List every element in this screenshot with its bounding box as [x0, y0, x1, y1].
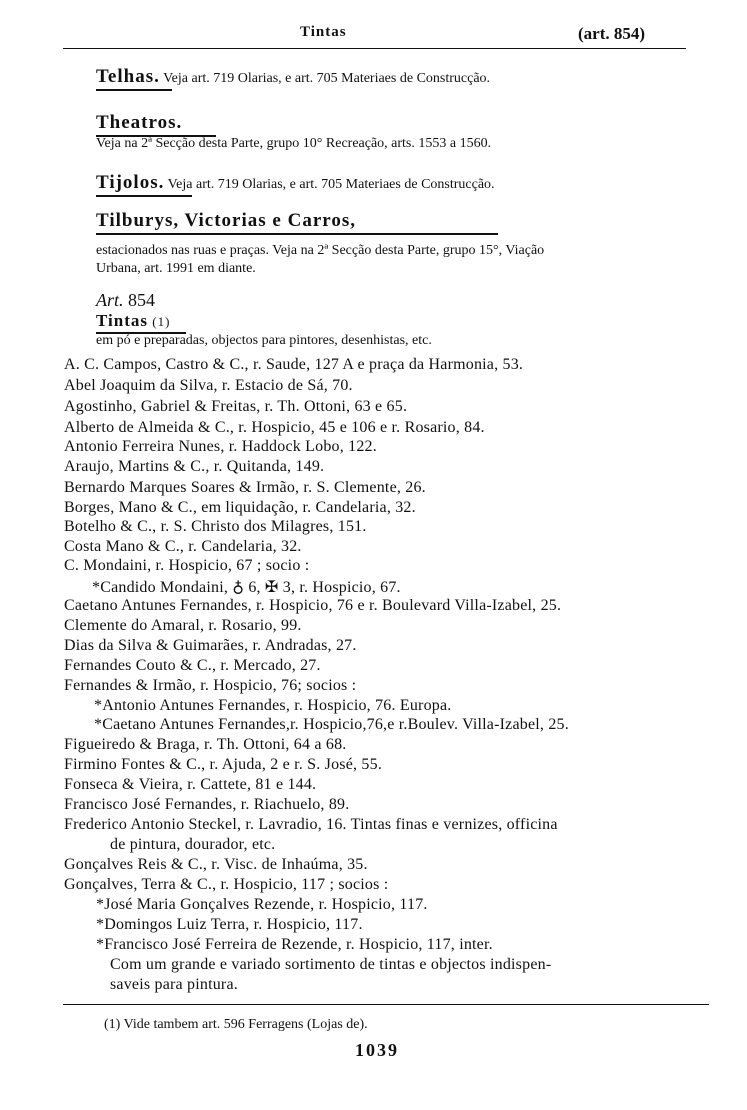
article-title-text: Tintas — [96, 311, 148, 330]
list-item: Figueiredo & Braga, r. Th. Ottoni, 64 a 68. — [64, 736, 347, 753]
running-header-title: Tintas — [300, 24, 347, 40]
list-item: Dias da Silva & Guimarães, r. Andradas, 27. — [64, 637, 357, 654]
list-item: C. Mondaini, r. Hospicio, 67 ; socio : — [64, 557, 310, 574]
list-item: Francisco José Fernandes, r. Riachuelo, 89. — [64, 796, 350, 813]
list-item: Firmino Fontes & C., r. Ajuda, 2 e r. S. José, 55. — [64, 756, 383, 773]
list-item-sub: *Caetano Antunes Fernandes,r. Hospicio,76,e r.Boulev. Villa-Izabel, 25. — [94, 716, 569, 733]
list-item: Abel Joaquim da Silva, r. Estacio de Sá, 70. — [64, 377, 353, 394]
list-item: Borges, Mano & C., em liquidação, r. Candelaria, 32. — [64, 499, 416, 516]
list-item: A. C. Campos, Castro & C., r. Saude, 127 A e praça da Harmonia, 53. — [64, 356, 524, 373]
list-item: Agostinho, Gabriel & Freitas, r. Th. Ottoni, 63 e 65. — [64, 398, 408, 415]
article-label — [96, 290, 155, 311]
article-title — [96, 311, 186, 334]
section-tilburys — [96, 210, 498, 235]
page-number: 1039 — [355, 1040, 399, 1060]
heading-underline — [96, 195, 192, 197]
footnote: (1) Vide tambem art. 596 Ferragens (Lojas de). — [104, 1017, 368, 1032]
list-item-continuation: Com um grande e variado sortimento de tintas e objectos indispen- — [110, 956, 552, 973]
list-item: Costa Mano & C., r. Candelaria, 32. — [64, 538, 302, 555]
section-tijolos — [96, 172, 495, 197]
section-theatros-text: Veja na 2ª Secção desta Parte, grupo 10° Recreação, arts. 1553 a 1560. — [96, 136, 492, 151]
list-item-sub: *Domingos Luiz Terra, r. Hospicio, 117. — [96, 916, 363, 933]
list-item: Fernandes Couto & C., r. Mercado, 27. — [64, 657, 321, 674]
section-tilburys-text-2: Urbana, art. 1991 em diante. — [96, 261, 256, 276]
section-heading: Telhas. — [96, 66, 160, 87]
list-item: Clemente do Amaral, r. Rosario, 99. — [64, 617, 302, 634]
list-item: Fonseca & Vieira, r. Cattete, 81 e 144. — [64, 776, 317, 793]
section-text: Veja art. 719 Olarias, e art. 705 Materiaes de Construcção. — [159, 71, 491, 86]
list-item-sub: *José Maria Gonçalves Rezende, r. Hospicio, 117. — [96, 896, 428, 913]
list-item: Frederico Antonio Steckel, r. Lavradio, 16. Tintas finas e vernizes, officina — [64, 816, 558, 833]
footnote-marker: (1) — [148, 314, 171, 329]
list-item-continuation: saveis para pintura. — [110, 976, 238, 993]
list-item: Gonçalves, Terra & C., r. Hospicio, 117 ; socios : — [64, 876, 389, 893]
list-item: Caetano Antunes Fernandes, r. Hospicio, 76 e r. Boulevard Villa-Izabel, 25. — [64, 597, 562, 614]
header-rule — [63, 48, 686, 49]
section-text: Veja art. 719 Olarias, e art. 705 Materiaes de Construcção. — [164, 177, 495, 192]
list-item: Fernandes & Irmão, r. Hospicio, 76; socios : — [64, 677, 357, 694]
footnote-rule — [63, 1004, 709, 1005]
list-item: Araujo, Martins & C., r. Quitanda, 149. — [64, 458, 325, 475]
list-item: Gonçalves Reis & C., r. Visc. de Inhaúma, 35. — [64, 856, 368, 873]
section-heading: Tilburys, Victorias e Carros, — [96, 210, 356, 231]
section-heading: Tijolos. — [96, 172, 165, 193]
heading-underline — [96, 89, 172, 91]
list-item: Alberto de Almeida & C., r. Hospicio, 45 e 106 e r. Rosario, 84. — [64, 419, 485, 436]
section-theatros — [96, 112, 216, 137]
article-number: 854 — [128, 290, 156, 310]
section-telhas — [96, 66, 490, 91]
article-word: Art. — [96, 290, 124, 310]
article-subtitle: em pó e preparadas, objectos para pintores, desenhistas, etc. — [96, 333, 432, 348]
list-item-sub: *Candido Mondaini, ♁ 6, ✠ 3, r. Hospicio, 67. — [92, 579, 401, 596]
running-header-article: (art. 854) — [578, 24, 646, 43]
list-item-sub: *Antonio Antunes Fernandes, r. Hospicio, 76. Europa. — [94, 697, 452, 714]
list-item: Bernardo Marques Soares & Irmão, r. S. Clemente, 26. — [64, 479, 426, 496]
list-item: Botelho & C., r. S. Christo dos Milagres, 151. — [64, 518, 367, 535]
list-item: Antonio Ferreira Nunes, r. Haddock Lobo, 122. — [64, 438, 377, 455]
list-item-sub: *Francisco José Ferreira de Rezende, r. Hospicio, 117, inter. — [96, 936, 493, 953]
section-tilburys-text: estacionados nas ruas e praças. Veja na 2ª Secção desta Parte, grupo 15°, Viação — [96, 243, 545, 258]
section-heading: Theatros. — [96, 112, 183, 133]
list-item-continuation: de pintura, dourador, etc. — [110, 836, 276, 853]
heading-underline — [96, 233, 498, 235]
